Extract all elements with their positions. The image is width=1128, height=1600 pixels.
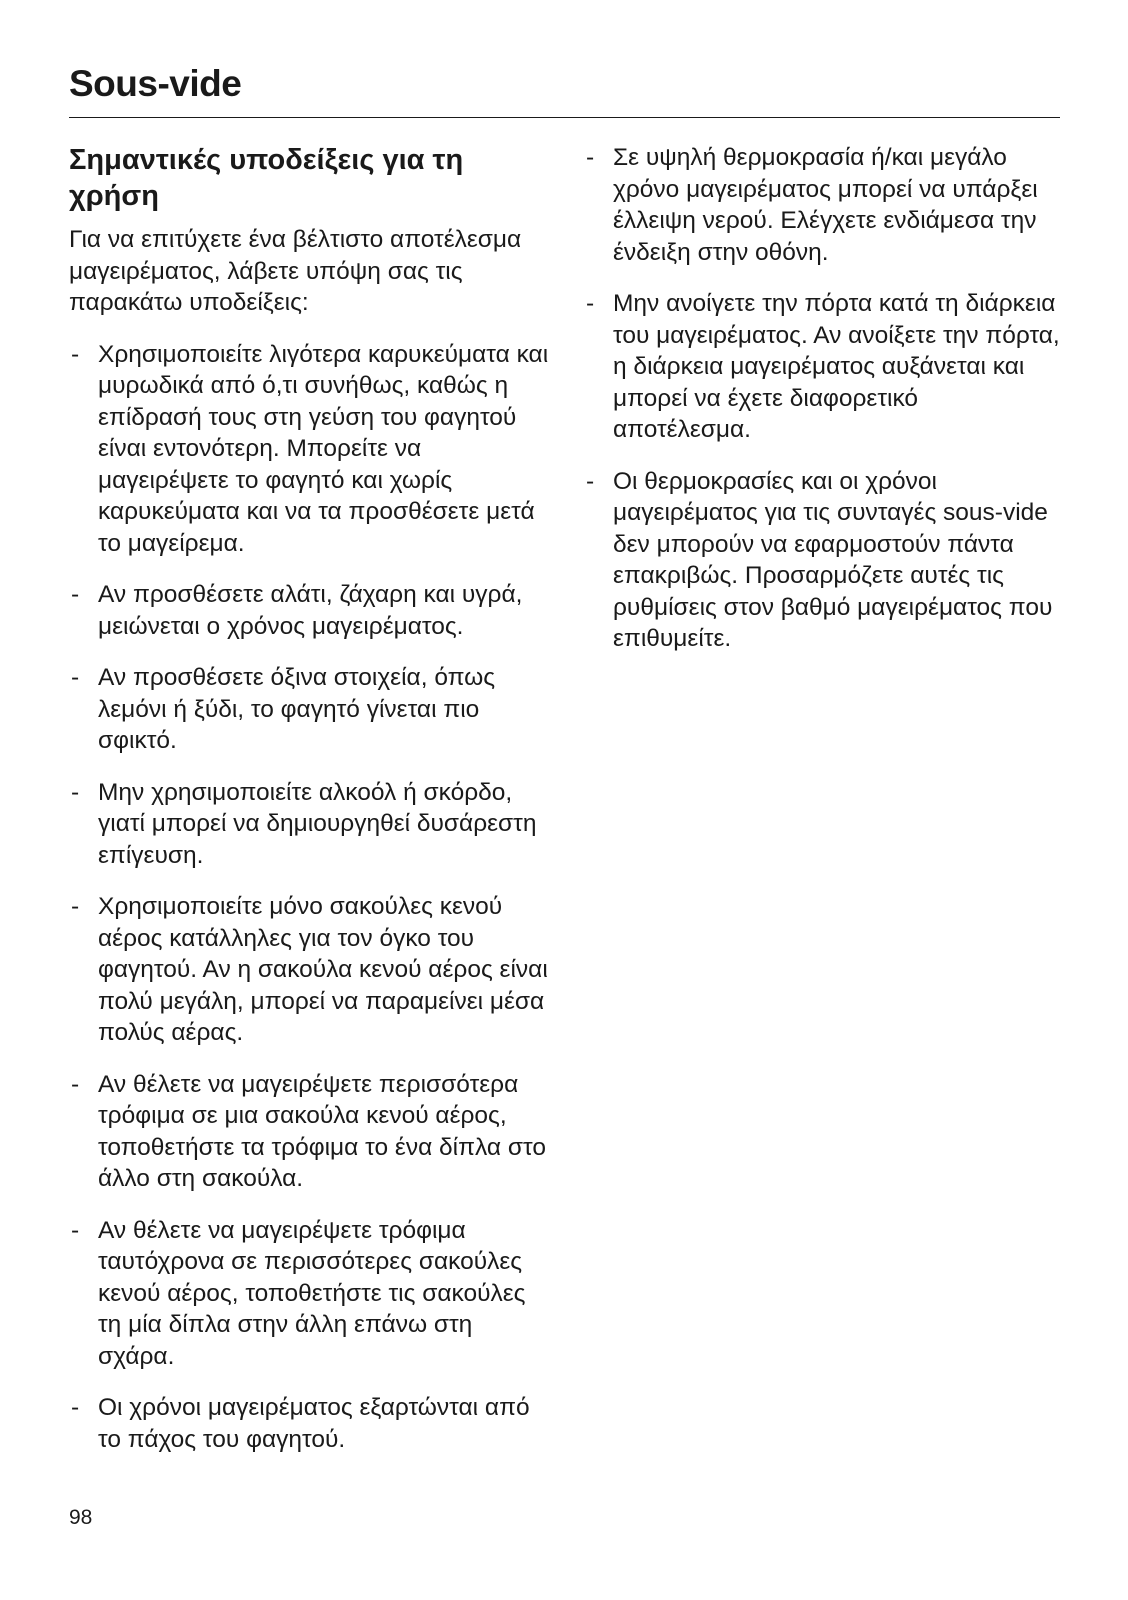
list-item xyxy=(584,466,1060,655)
dash-bullet: - xyxy=(71,778,80,806)
list-item-text: Χρησιμοποιείτε λιγότερα καρυκεύματα και μυρωδικά από ό,τι συνήθως, καθώς η επίδρασή τους στη γεύση του φαγητού είναι εντονότερη. Μπορείτε να μαγειρέψετε το φαγητό και χωρίς καρυκεύματα και να τα προσθέσετε μετά το μαγείρεμα. xyxy=(98,340,549,557)
list-item-text: Οι θερμοκρασίες και οι χρόνοι μαγειρέματος για τις συνταγές sous-vide δεν μπορούν να εφαρμοστούν πάντα επακριβώς. Προσαρμόζετε αυτές τις ρυθμίσεις στον βαθμό μαγειρέματος που επιθυμείτε. xyxy=(613,467,1053,652)
list-item-text: Αν προσθέσετε αλάτι, ζάχαρη και υγρά, μειώνεται ο χρόνος μαγειρέματος. xyxy=(98,581,523,640)
dash-bullet: - xyxy=(586,290,595,317)
list-item xyxy=(69,1215,554,1373)
list-item-text: Χρησιμοποιείτε μόνο σακούλες κενού αέρος κατάλληλες για τον όγκο του φαγητού. Αν η σακούλα κενού αέρος είναι πολύ μεγάλη, μπορεί να παραμείνει μέσα πολύς αέρας. xyxy=(98,893,548,1046)
list-item xyxy=(69,662,554,757)
list-item-text: Μην ανοίγετε την πόρτα κατά τη διάρκεια του μαγειρέματος. Αν ανοίξετε την πόρτα, η διάρκεια μαγειρέματος αυξάνεται και μπορεί να έχετε διαφορετικό αποτέλεσμα. xyxy=(613,290,1060,443)
dash-bullet: - xyxy=(71,893,80,920)
list-item xyxy=(69,891,554,1049)
dash-bullet: - xyxy=(586,144,595,171)
list-item xyxy=(584,288,1060,446)
list-item-text: Μην χρησιμοποιείτε αλκοόλ ή σκόρδο, γιατί μπορεί να δημιουργηθεί δυσάρεστη επίγευση. xyxy=(98,778,537,869)
list-item-text: Αν θέλετε να μαγειρέψετε τρόφιμα ταυτόχρονα σε περισσότερες σακούλες κενού αέρος, τοποθετήστε τις σακούλες τη μία δίπλα στην άλλη επάνω στη σχάρα. xyxy=(98,1216,526,1370)
dash-bullet: - xyxy=(71,1070,80,1098)
dash-bullet: - xyxy=(71,581,80,608)
dash-bullet: - xyxy=(71,340,80,368)
page-title: Sous-vide xyxy=(69,63,242,104)
dash-bullet: - xyxy=(71,1216,80,1244)
right-bullet-list xyxy=(584,142,1060,655)
intro-paragraph: Για να επιτύχετε ένα βέλτιστο αποτέλεσμα μαγειρέματος, λάβετε υπόψη σας τις παρακάτω υποδείξεις: xyxy=(69,226,522,316)
list-item-text: Οι χρόνοι μαγειρέματος εξαρτώνται από το πάχος του φαγητού. xyxy=(98,1394,530,1453)
dash-bullet: - xyxy=(586,467,595,495)
page-number: 98 xyxy=(69,1506,93,1529)
list-item xyxy=(69,1392,554,1455)
list-item-text: Αν θέλετε να μαγειρέψετε περισσότερα τρόφιμα σε μια σακούλα κενού αέρος, τοποθετήστε τα τρόφιμα το ένα δίπλα στο άλλο στη σακούλα. xyxy=(98,1070,546,1192)
list-item xyxy=(69,1069,554,1195)
list-item xyxy=(69,339,554,560)
list-item-text: Σε υψηλή θερμοκρασία ή/και μεγάλο χρόνο μαγειρέματος μπορεί να υπάρξει έλλειψη νερού. Ελέγχετε ενδιάμεσα την ένδειξη στην οθόνη. xyxy=(613,144,1038,266)
right-column xyxy=(584,142,1060,675)
dash-bullet: - xyxy=(71,1394,80,1421)
list-item-text: Αν προσθέσετε όξινα στοιχεία, όπως λεμόνι ή ξύδι, το φαγητό γίνεται πιο σφικτό. xyxy=(98,664,496,754)
dash-bullet: - xyxy=(71,664,80,691)
list-item xyxy=(584,142,1060,268)
title-divider xyxy=(69,117,1060,118)
left-bullet-list xyxy=(69,339,554,1456)
list-item xyxy=(69,579,554,642)
list-item xyxy=(69,777,554,872)
section-heading: Σημαντικές υποδείξεις για τη χρήση xyxy=(69,144,464,212)
left-column xyxy=(69,142,554,1475)
